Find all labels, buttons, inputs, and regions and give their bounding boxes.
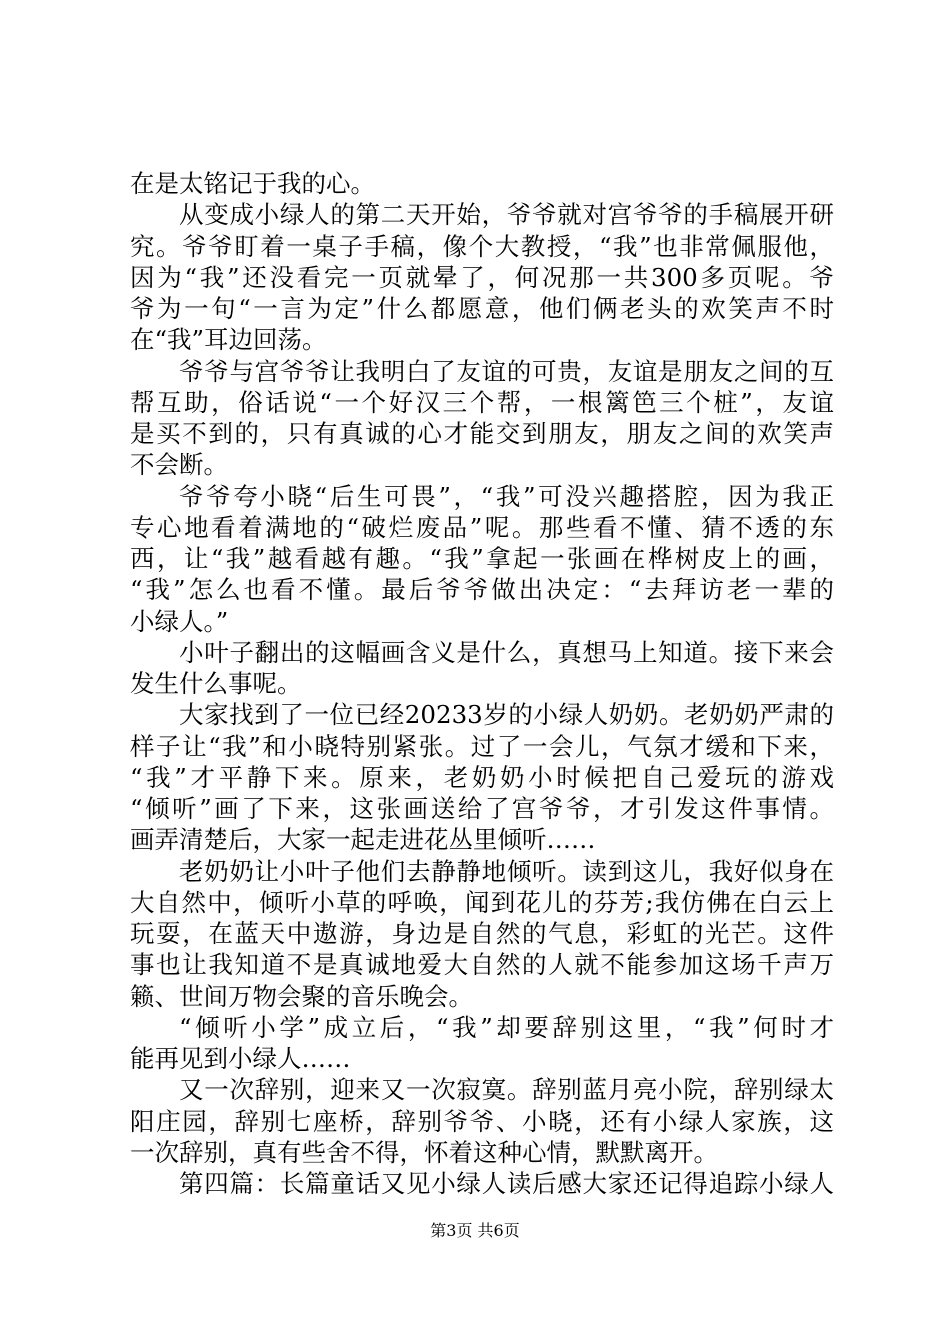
text-line: 小叶子翻出的这幅画含义是什么，真想马上知道。接下来会 <box>179 637 834 667</box>
text-line: 大自然中，倾听小草的呼唤，闻到花儿的芬芳;我仿佛在白云上 <box>130 887 834 917</box>
text-line: 第四篇：长篇童话又见小绿人读后感大家还记得追踪小绿人 <box>179 1169 834 1198</box>
text-line: “我”怎么也看不懂。最后爷爷做出决定：“去拜访老一辈的 <box>130 575 834 605</box>
text-line: 又一次辞别，迎来又一次寂寞。辞别蓝月亮小院，辞别绿太 <box>179 1075 834 1105</box>
text-line: 画弄清楚后，大家一起走进花丛里倾听…… <box>130 825 596 855</box>
text-line: 在是太铭记于我的心。 <box>130 169 375 198</box>
text-line: 专心地看着满地的“破烂废品”呢。那些看不懂、猜不透的东 <box>130 512 834 542</box>
text-line: 籁、世间万物会聚的音乐晚会。 <box>130 981 473 1011</box>
text-line: 从变成小绿人的第二天开始，爷爷就对宫爷爷的手稿展开研 <box>179 200 834 230</box>
text-line: 爷为一句“一言为定”什么都愿意，他们俩老头的欢笑声不时 <box>130 294 834 323</box>
text-line: 小绿人。” <box>130 606 229 636</box>
text-line: 老奶奶让小叶子他们去静静地倾听。读到这儿，我好似身在 <box>179 856 834 886</box>
text-line: 能再见到小绿人…… <box>130 1044 351 1073</box>
text-line: 样子让“我”和小晓特别紧张。过了一会儿，气氛才缓和下来， <box>130 731 834 761</box>
text-line: “我”才平静下来。原来，老奶奶小时候把自己爱玩的游戏 <box>130 762 834 792</box>
text-line: “倾听小学”成立后，“我”却要辞别这里，“我”何时才 <box>179 1012 834 1042</box>
text-line: 大家找到了一位已经20233岁的小绿人奶奶。老奶奶严肃的 <box>179 700 834 730</box>
text-line: 阳庄园，辞别七座桥，辞别爷爷、小晓，还有小绿人家族，这 <box>130 1106 834 1136</box>
page-number-footer: 第3页 共6页 <box>430 1221 520 1240</box>
text-line: 事也让我知道不是真诚地爱大自然的人就不能参加这场千声万 <box>130 950 834 980</box>
text-line: 爷爷夸小晓“后生可畏”，“我”可没兴趣搭腔，因为我正 <box>179 481 834 511</box>
text-line: 究。爷爷盯着一桌子手稿，像个大教授，“我”也非常佩服他， <box>130 231 834 261</box>
text-line: 帮互助，俗话说“一个好汉三个帮，一根篱笆三个桩”，友谊 <box>130 387 834 417</box>
text-line: 爷爷与宫爷爷让我明白了友谊的可贵，友谊是朋友之间的互 <box>179 356 834 386</box>
text-line: 不会断。 <box>130 450 228 480</box>
text-line: 一次辞别，真有些舍不得，怀着这种心情，默默离开。 <box>130 1137 718 1167</box>
text-line: 玩耍，在蓝天中遨游，身边是自然的气息，彩虹的光芒。这件 <box>130 919 834 948</box>
text-line: 是买不到的，只有真诚的心才能交到朋友，朋友之间的欢笑声 <box>130 419 834 448</box>
text-line: 西，让“我”越看越有趣。“我”拿起一张画在桦树皮上的画， <box>130 544 834 573</box>
text-line: 在“我”耳边回荡。 <box>130 325 327 355</box>
text-line: “倾听”画了下来，这张画送给了宫爷爷，才引发这件事情。 <box>130 794 834 823</box>
document-body <box>130 168 834 1199</box>
text-line: 发生什么事呢。 <box>130 669 302 698</box>
text-line: 因为“我”还没看完一页就晕了，何况那一共300多页呢。爷 <box>130 262 834 292</box>
